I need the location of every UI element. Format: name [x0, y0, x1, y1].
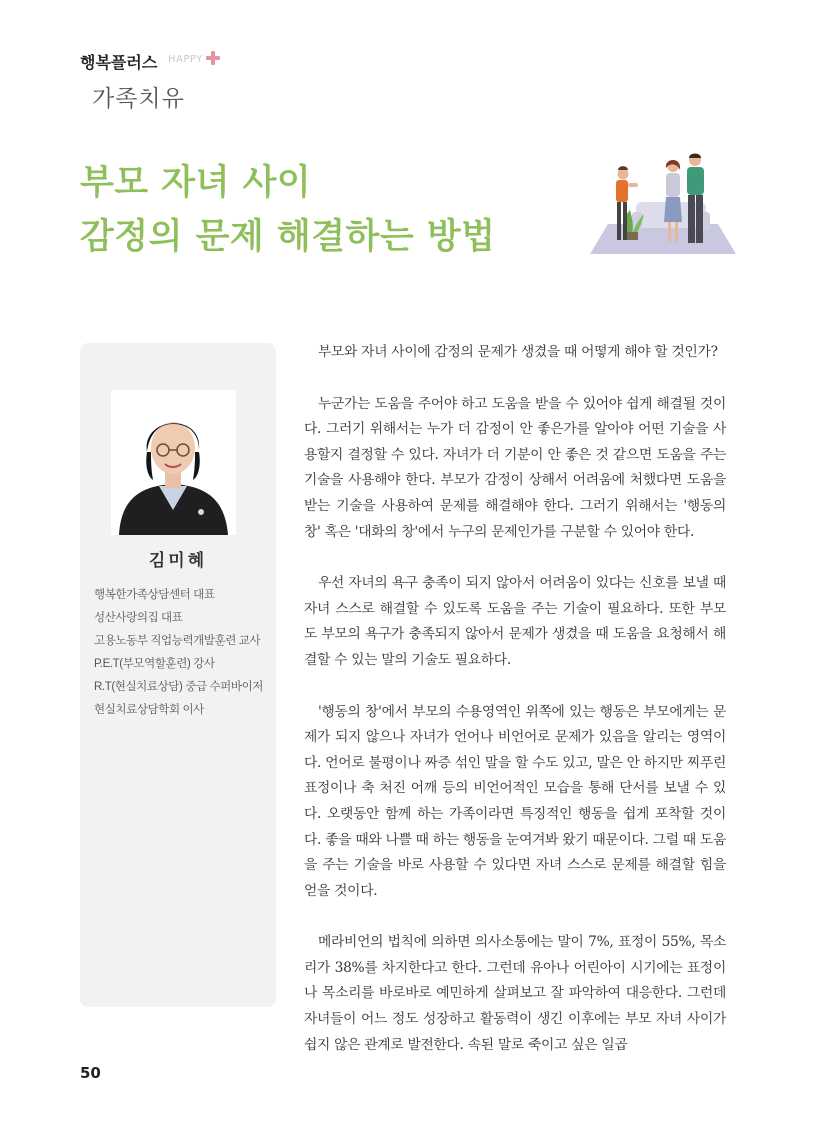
family-illustration	[588, 152, 738, 258]
child-figure	[618, 169, 629, 180]
credit-item: 고용노동부 직업능력개발훈련 교사	[94, 635, 261, 647]
article-body	[304, 340, 726, 1084]
credit-item: R.T(현실치료상담) 중급 수퍼바이저	[94, 681, 263, 693]
page-number: 50	[80, 1064, 101, 1082]
article-paragraph: 메라비언의 법칙에 의하면 의사소통에는 말이 7%, 표정이 55%, 목소리가 38%를 차지한다고 한다. 그런데 유아나 어린아이 시기에는 표정이나 목소리를 바로바로 예민하게 살펴보고 잘 파악하여 대응한다. 그런데 자녀들이 어느 정도 성장하고 활동력이 생긴 이후에는 부모 자녀 사이가 쉽지 않은 관계로 발전한다. 속된 말로 죽이고 싶은 일곱	[304, 934, 726, 1053]
category-label: 가족치유	[92, 86, 185, 112]
credit-item: 성산사랑의집 대표	[94, 612, 183, 624]
section-sub-label: HAPPY	[168, 54, 203, 65]
article-paragraph: '행동의 창'에서 부모의 수용영역인 위쪽에 있는 행동은 부모에게는 문제가 되지 않으나 자녀가 언어나 비언어로 문제가 있음을 알리는 영역이다. 언어로 불평이나 짜증 섞인 말을 할 수도 있고, 말은 안 하지만 찌푸린 표정이나 축 처진 어깨 등의 비언어적인 모습을 통해 단서를 보낼 수 있다. 오랫동안 함께 하는 가족이라면 특징적인 행동을 쉽게 포착할 것이다. 좋을 때와 나쁠 때 하는 행동을 눈여겨봐 왔기 때문이다. 그럴 때 도움을 주는 기술을 바로 사용할 수 있다면 자녀 스스로 문제를 해결할 힘을 얻을 것이다.	[304, 703, 726, 899]
credit-item: 행복한가족상담센터 대표	[94, 589, 215, 601]
author-name: 김미혜	[148, 551, 208, 571]
article-paragraph: 우선 자녀의 욕구 충족이 되지 않아서 어려움이 있다는 신호를 보낼 때 자녀 스스로 해결할 수 있도록 도움을 주는 기술이 필요하다. 또한 부모도 부모의 욕구가 충족되지 않아서 문제가 생겼을 때 도움을 요청해서 해결할 수 있는 말의 기술도 필요하다.	[304, 575, 726, 668]
article-paragraph: 누군가는 도움을 주어야 하고 도움을 받을 수 있어야 쉽게 해결될 것이다. 그러기 위해서는 누가 더 감정이 안 좋은가를 알아야 어떤 기술을 사용할지 결정할 수 있다. 자녀가 더 기분이 안 좋은 것 같으면 도움을 주는 기술을 사용해야 한다. 부모가 감정이 상해서 어려움에 처했다면 도움을 받는 기술을 사용하여 문제를 해결해야 한다. 그러기 위해서는 '행동의 창' 혹은 '대화의 창'에서 누구의 문제인가를 구분할 수 있어야 한다.	[304, 395, 726, 540]
rug-shape	[590, 224, 736, 254]
title-line-2: 감정의 문제 해결하는 방법	[80, 217, 496, 257]
title-line-1: 부모 자녀 사이	[80, 163, 312, 203]
author-sidebar	[80, 343, 276, 1007]
credit-item: 현실치료상담학회 이사	[94, 704, 204, 716]
plus-icon	[206, 51, 220, 65]
article-paragraph: 부모와 자녀 사이에 감정의 문제가 생겼을 때 어떻게 해야 할 것인가?	[318, 344, 718, 360]
credit-item: P.E.T(부모역할훈련) 강사	[94, 658, 215, 670]
section-label: 행복플러스	[80, 53, 158, 72]
page-title	[80, 156, 495, 264]
author-photo	[111, 390, 236, 535]
author-credits	[94, 584, 263, 722]
